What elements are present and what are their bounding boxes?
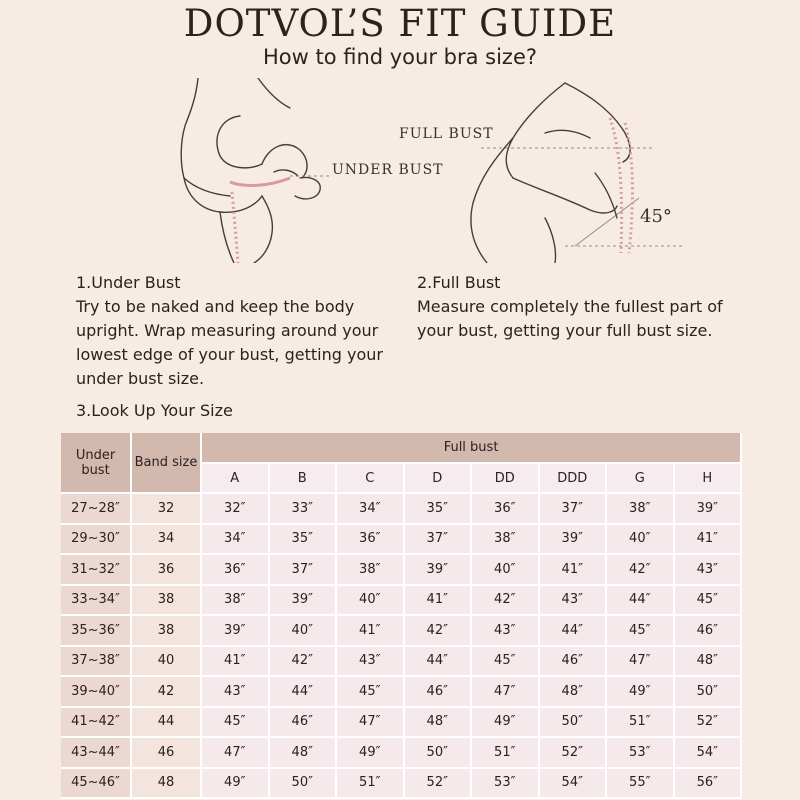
cup-header-h: H <box>674 463 742 493</box>
full-bust-cell: 44″ <box>606 585 674 616</box>
full-bust-cell: 37″ <box>404 524 472 555</box>
full-bust-cell: 46″ <box>539 646 607 677</box>
full-bust-cell: 39″ <box>674 493 742 524</box>
under-bust-label: UNDER BUST <box>332 162 444 178</box>
full-bust-cell: 35″ <box>269 524 337 555</box>
band-size-cell: 34 <box>131 524 201 555</box>
full-bust-cell: 41″ <box>336 615 404 646</box>
band-size-cell: 36 <box>131 554 201 585</box>
full-bust-cell: 45″ <box>471 646 539 677</box>
full-bust-cell: 38″ <box>471 524 539 555</box>
full-bust-cell: 45″ <box>201 707 269 738</box>
table-row <box>61 554 741 585</box>
full-bust-cell: 42″ <box>606 554 674 585</box>
under-bust-cell: 29~30″ <box>61 524 131 555</box>
full-bust-cell: 42″ <box>471 585 539 616</box>
under-bust-cell: 37~38″ <box>61 646 131 677</box>
under-bust-column-header: Under bust <box>61 433 131 493</box>
full-bust-cell: 48″ <box>674 646 742 677</box>
full-bust-cell: 49″ <box>471 707 539 738</box>
full-bust-cell: 51″ <box>606 707 674 738</box>
full-bust-cell: 53″ <box>606 737 674 768</box>
full-bust-cell: 36″ <box>471 493 539 524</box>
full-bust-cell: 43″ <box>201 676 269 707</box>
full-bust-cell: 46″ <box>404 676 472 707</box>
full-bust-cell: 44″ <box>404 646 472 677</box>
full-bust-cell: 52″ <box>539 737 607 768</box>
under-bust-cell: 39~40″ <box>61 676 131 707</box>
full-bust-cell: 47″ <box>471 676 539 707</box>
full-bust-cell: 56″ <box>674 768 742 799</box>
full-bust-cell: 52″ <box>404 768 472 799</box>
band-size-column-header: Band size <box>131 433 201 493</box>
full-bust-cell: 48″ <box>269 737 337 768</box>
band-size-cell: 46 <box>131 737 201 768</box>
full-bust-cell: 32″ <box>201 493 269 524</box>
under-bust-cell: 27~28″ <box>61 493 131 524</box>
cup-header-b: B <box>269 463 337 493</box>
full-bust-cell: 53″ <box>471 768 539 799</box>
full-bust-cell: 47″ <box>606 646 674 677</box>
step-under-bust-heading: 1.Under Bust <box>76 273 181 292</box>
full-bust-cell: 35″ <box>404 493 472 524</box>
under-bust-cell: 41~42″ <box>61 707 131 738</box>
full-bust-cell: 50″ <box>404 737 472 768</box>
full-bust-cell: 51″ <box>471 737 539 768</box>
full-bust-cell: 34″ <box>201 524 269 555</box>
full-bust-cell: 36″ <box>201 554 269 585</box>
full-bust-cell: 40″ <box>606 524 674 555</box>
full-bust-cell: 44″ <box>539 615 607 646</box>
table-row <box>61 524 741 555</box>
table-row <box>61 768 741 799</box>
full-bust-cell: 48″ <box>404 707 472 738</box>
full-bust-cell: 48″ <box>539 676 607 707</box>
full-bust-cell: 43″ <box>674 554 742 585</box>
full-bust-cell: 47″ <box>201 737 269 768</box>
full-bust-cell: 36″ <box>336 524 404 555</box>
full-bust-cell: 41″ <box>201 646 269 677</box>
cup-header-d: D <box>404 463 472 493</box>
full-bust-cell: 45″ <box>674 585 742 616</box>
cup-header-g: G <box>606 463 674 493</box>
table-row <box>61 493 741 524</box>
angle-label: 45° <box>640 206 672 227</box>
full-bust-cell: 33″ <box>269 493 337 524</box>
full-bust-cell: 41″ <box>404 585 472 616</box>
cup-header-a: A <box>201 463 269 493</box>
full-bust-cell: 49″ <box>336 737 404 768</box>
band-size-cell: 44 <box>131 707 201 738</box>
full-bust-cell: 52″ <box>674 707 742 738</box>
band-size-cell: 42 <box>131 676 201 707</box>
full-bust-cell: 39″ <box>201 615 269 646</box>
full-bust-cell: 43″ <box>336 646 404 677</box>
full-bust-cell: 44″ <box>269 676 337 707</box>
cup-header-ddd: DDD <box>539 463 607 493</box>
full-bust-cell: 54″ <box>539 768 607 799</box>
step-under-bust-text: Try to be naked and keep the body upright. Wrap measuring around your lowest edge of your bust, getting your under bust size. <box>76 297 383 388</box>
band-size-cell: 32 <box>131 493 201 524</box>
table-row <box>61 737 741 768</box>
table-row <box>61 615 741 646</box>
full-bust-cell: 50″ <box>269 768 337 799</box>
band-size-cell: 38 <box>131 615 201 646</box>
full-bust-cell: 46″ <box>674 615 742 646</box>
table-row <box>61 646 741 677</box>
full-bust-cell: 41″ <box>539 554 607 585</box>
full-bust-cell: 50″ <box>674 676 742 707</box>
full-bust-label: FULL BUST <box>399 126 494 142</box>
full-bust-cell: 55″ <box>606 768 674 799</box>
full-bust-cell: 34″ <box>336 493 404 524</box>
full-bust-cell: 50″ <box>539 707 607 738</box>
full-bust-figure-drawing <box>395 78 695 263</box>
step-full-bust <box>417 271 757 343</box>
table-row <box>61 585 741 616</box>
full-bust-cell: 45″ <box>606 615 674 646</box>
band-size-cell: 40 <box>131 646 201 677</box>
cup-header-dd: DD <box>471 463 539 493</box>
full-bust-cell: 40″ <box>269 615 337 646</box>
full-bust-cell: 38″ <box>201 585 269 616</box>
size-chart-table <box>61 433 742 799</box>
step-full-bust-heading: 2.Full Bust <box>417 273 501 292</box>
band-size-cell: 48 <box>131 768 201 799</box>
full-bust-cell: 45″ <box>336 676 404 707</box>
full-bust-cell: 42″ <box>269 646 337 677</box>
full-bust-cell: 40″ <box>336 585 404 616</box>
page-subtitle: How to find your bra size? <box>262 45 538 69</box>
full-bust-cell: 39″ <box>269 585 337 616</box>
under-bust-cell: 31~32″ <box>61 554 131 585</box>
under-bust-cell: 33~34″ <box>61 585 131 616</box>
full-bust-cell: 37″ <box>269 554 337 585</box>
full-bust-cell: 38″ <box>336 554 404 585</box>
full-bust-cell: 39″ <box>539 524 607 555</box>
full-bust-illustration <box>395 78 695 263</box>
full-bust-cell: 37″ <box>539 493 607 524</box>
page-title: DOTVOL’S FIT GUIDE <box>183 2 617 45</box>
under-bust-cell: 35~36″ <box>61 615 131 646</box>
full-bust-cell: 51″ <box>336 768 404 799</box>
cup-header-c: C <box>336 463 404 493</box>
step-under-bust <box>76 271 396 391</box>
size-chart-body <box>61 493 741 798</box>
under-bust-cell: 43~44″ <box>61 737 131 768</box>
full-bust-cell: 49″ <box>606 676 674 707</box>
full-bust-cell: 47″ <box>336 707 404 738</box>
full-bust-cell: 43″ <box>539 585 607 616</box>
full-bust-cell: 39″ <box>404 554 472 585</box>
step-full-bust-text: Measure completely the fullest part of your bust, getting your full bust size. <box>417 297 723 340</box>
full-bust-cell: 43″ <box>471 615 539 646</box>
full-bust-cell: 42″ <box>404 615 472 646</box>
band-size-cell: 38 <box>131 585 201 616</box>
table-row <box>61 707 741 738</box>
full-bust-cell: 46″ <box>269 707 337 738</box>
full-bust-cell: 40″ <box>471 554 539 585</box>
table-row <box>61 676 741 707</box>
full-bust-cell: 41″ <box>674 524 742 555</box>
lookup-heading: 3.Look Up Your Size <box>76 401 233 420</box>
under-bust-cell: 45~46″ <box>61 768 131 799</box>
full-bust-cell: 54″ <box>674 737 742 768</box>
full-bust-cell: 49″ <box>201 768 269 799</box>
full-bust-column-header: Full bust <box>201 433 741 463</box>
full-bust-cell: 38″ <box>606 493 674 524</box>
